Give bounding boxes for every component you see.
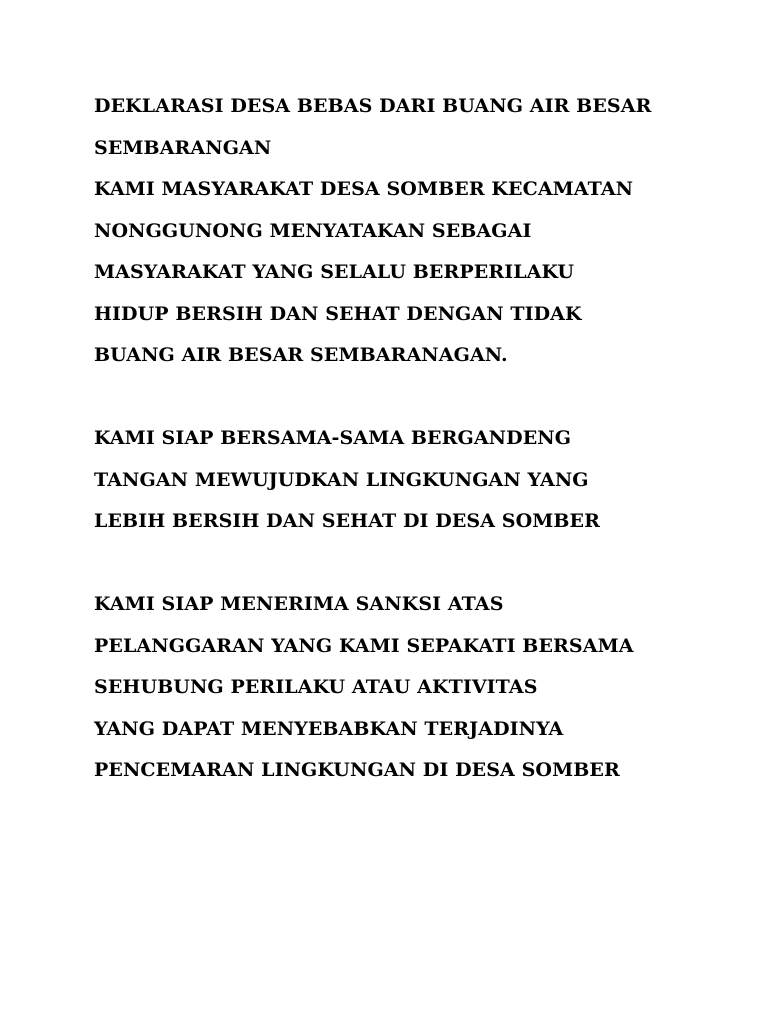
paragraph-line: SEHUBUNG PERILAKU ATAU AKTIVITAS (94, 676, 538, 698)
paragraph-line: KAMI MASYARAKAT DESA SOMBER KECAMATAN (94, 178, 634, 200)
document-title (94, 86, 734, 169)
paragraph-line: NONGGUNONG MENYATAKAN SEBAGAI (94, 219, 532, 242)
paragraph-line: LEBIH BERSIH DAN SEHAT DI DESA SOMBER (94, 510, 601, 532)
paragraph-declaration (94, 169, 734, 377)
paragraph-commitment (94, 418, 734, 543)
title-line: DEKLARASI DESA BEBAS DARI BUANG AIR BESAR (94, 95, 652, 117)
paragraph-line: KAMI SIAP BERSAMA-SAMA BERGANDENG (94, 427, 572, 449)
document-body (94, 86, 734, 792)
paragraph-sanctions (94, 584, 734, 792)
paragraph-line: MASYARAKAT YANG SELALU BERPERILAKU (94, 261, 575, 283)
paragraph-line: TANGAN MEWUJUDKAN LINGKUNGAN YANG (94, 468, 589, 491)
title-line: SEMBARANGAN (94, 136, 272, 159)
paragraph-spacer (94, 377, 734, 419)
paragraph-line: PELANGGARAN YANG KAMI SEPAKATI BERSAMA (94, 634, 634, 657)
paragraph-line: PENCEMARAN LINGKUNGAN DI DESA SOMBER (94, 759, 620, 781)
paragraph-line: YANG DAPAT MENYEBABKAN TERJADINYA (94, 717, 564, 740)
paragraph-line: HIDUP BERSIH DAN SEHAT DENGAN TIDAK (94, 302, 582, 325)
paragraph-spacer (94, 543, 734, 585)
paragraph-line: KAMI SIAP MENERIMA SANKSI ATAS (94, 593, 504, 615)
paragraph-line: BUANG AIR BESAR SEMBARANAGAN. (94, 344, 508, 366)
